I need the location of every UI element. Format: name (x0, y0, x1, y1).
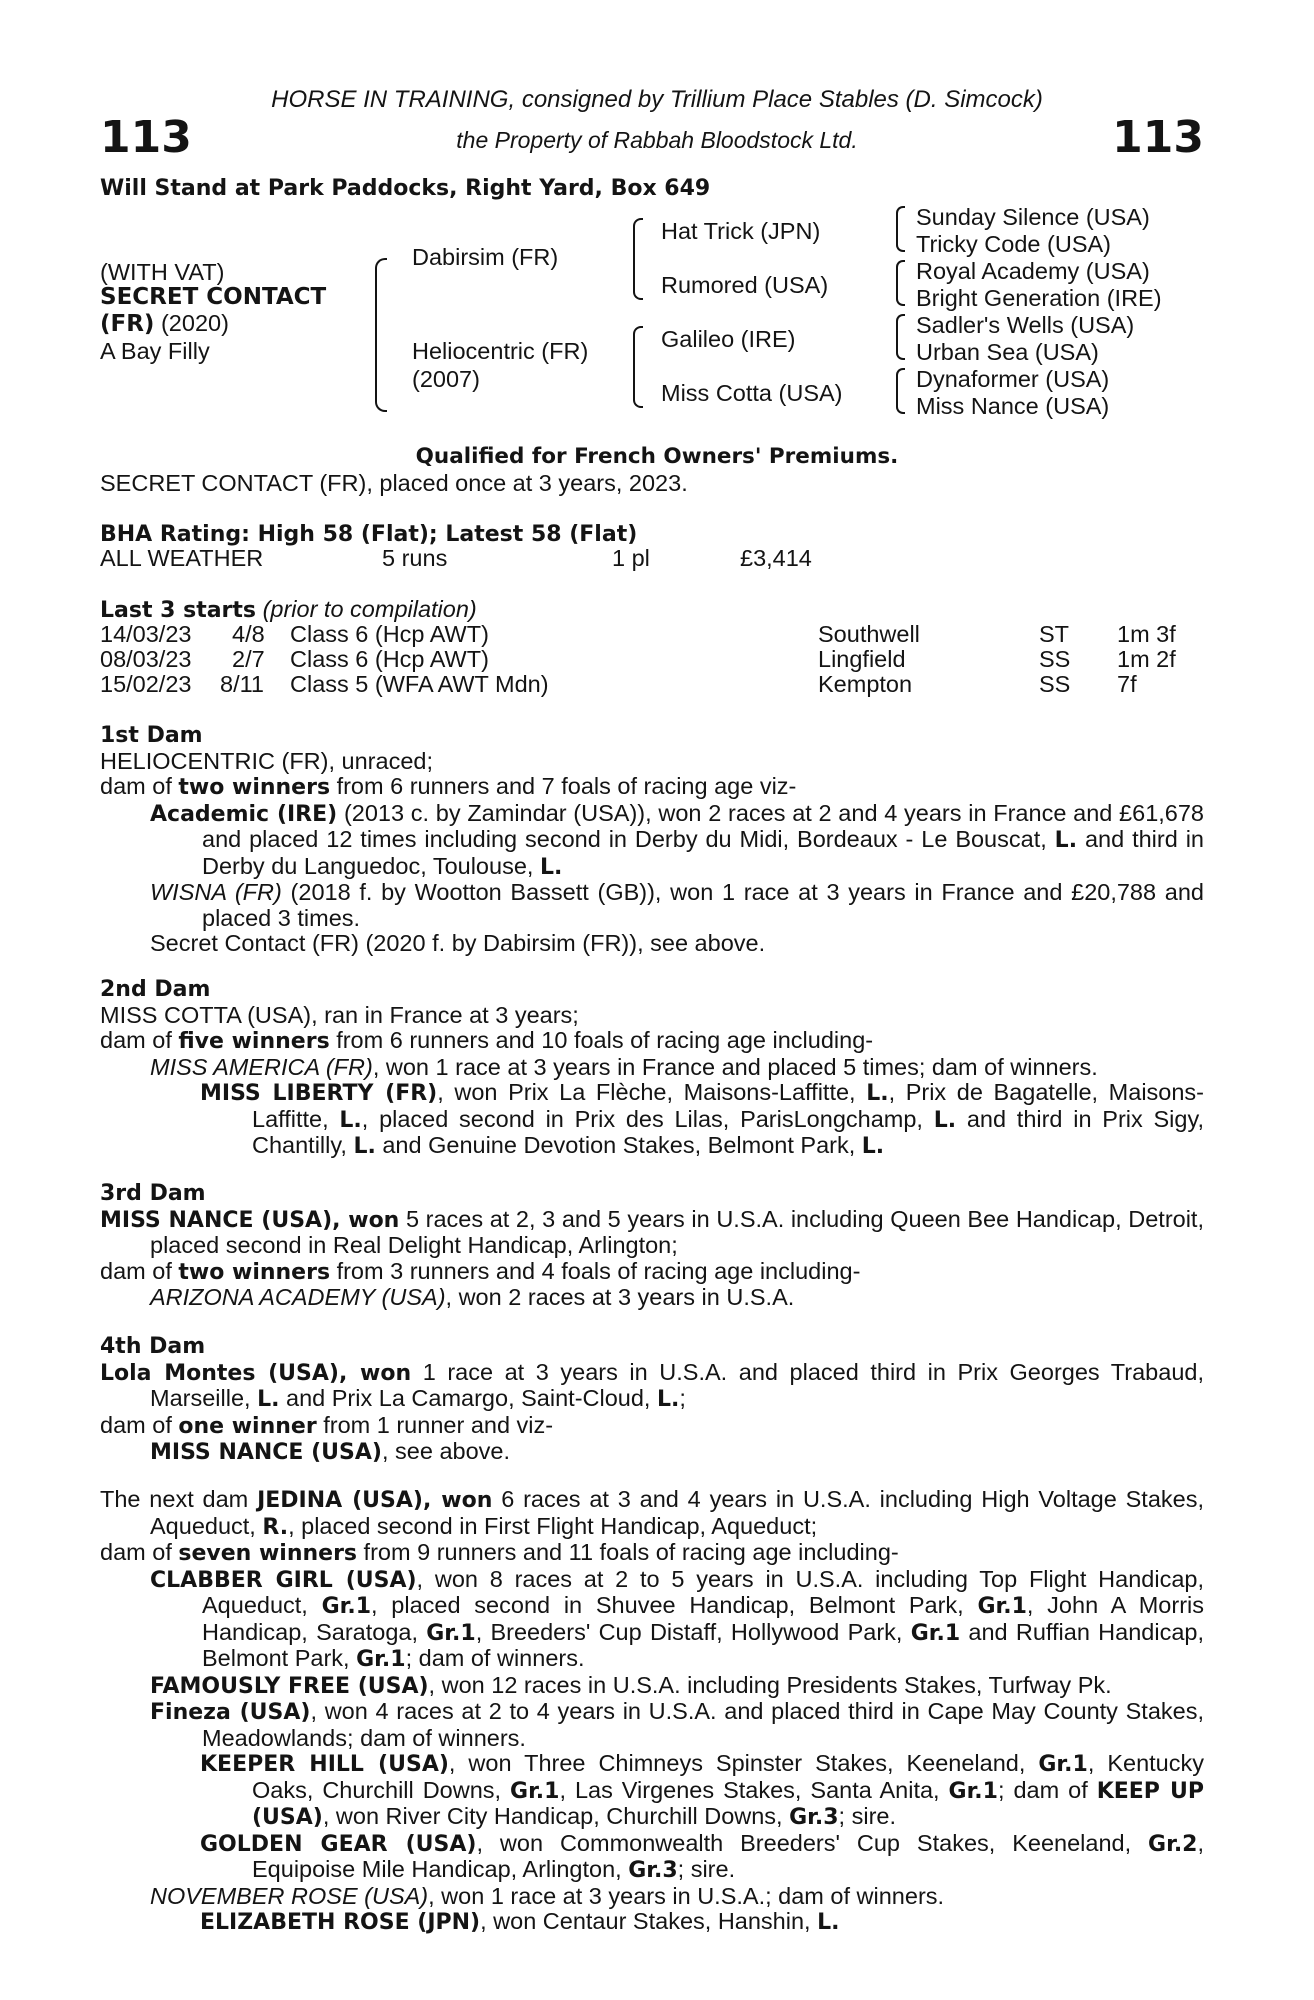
dam-produce-line: dam of two winners from 6 runners and 7 foals of racing age viz- (100, 773, 797, 800)
section-title: 2nd Dam (100, 977, 211, 1002)
start-going: SS (1039, 646, 1071, 672)
produce-golden-gear: GOLDEN GEAR (USA), won Commonwealth Breeders' Cup Stakes, Keeneland, Gr.2, Equipoise Mile Handicap, Arlington, Gr.3; sire. (200, 1829, 1205, 1883)
lot-number-right: 113 (1112, 112, 1204, 163)
start-going: SS (1039, 671, 1071, 697)
lot-number-left: 113 (100, 112, 192, 163)
produce-keeper-hill: KEEPER HILL (USA), won Three Chimneys Spinster Stakes, Keeneland, Gr.1, Kentucky Oaks, Churchill Downs, Gr.1, Las Virgenes Stakes, Santa Anita, Gr.1; dam of KEEP UP (USA), won River City Handicap, Churchill Downs, Gr.3; sire. (200, 1750, 1204, 1830)
dam-line: MISS COTTA (USA), ran in France at 3 years; (100, 1001, 579, 1028)
produce-elizabeth-rose: ELIZABETH ROSE (JPN), won Centaur Stakes, Hanshin, L. (200, 1908, 840, 1935)
rating-earnings: £3,414 (740, 545, 812, 571)
pedigree-dam-year: (2007) (412, 366, 480, 392)
fourth-dam-section (100, 1334, 1204, 1466)
start-course: Kempton (818, 671, 913, 697)
start-distance: 7f (1117, 671, 1137, 697)
start-date: 14/03/23 (100, 621, 192, 647)
third-dam-section (100, 1181, 1204, 1311)
rating-placed: 1 pl (612, 545, 650, 571)
pedigree-g3-4: Bright Generation (IRE) (916, 285, 1162, 311)
first-dam-section (100, 723, 1204, 957)
section-title: 1st Dam (100, 723, 203, 748)
horse-name: SECRET CONTACT (100, 284, 327, 310)
produce-november-rose: NOVEMBER ROSE (USA), won 1 race at 3 years in U.S.A.; dam of winners. (150, 1882, 945, 1909)
pedigree-sire: Dabirsim (FR) (412, 244, 559, 270)
dam-produce-line: dam of two winners from 3 runners and 4 foals of racing age including- (100, 1257, 861, 1285)
pedigree-g3-2: Tricky Code (USA) (916, 231, 1111, 257)
stand-location: Will Stand at Park Paddocks, Right Yard, Box 649 (100, 176, 711, 201)
start-position: 4/8 (232, 621, 265, 647)
pedigree-brace-sire (633, 218, 643, 300)
produce-secret-contact: Secret Contact (FR) (2020 f. by Dabirsim (FR)), see above. (150, 930, 766, 956)
dam-line: Lola Montes (USA), won 1 race at 3 years in U.S.A. and placed third in Prix Georges Trabaud, Marseille, L. and Prix La Camargo, Saint-Cloud, L.; (100, 1358, 1204, 1412)
produce-miss-nance: MISS NANCE (USA), see above. (150, 1438, 511, 1465)
vat-note: (WITH VAT) (100, 259, 225, 285)
start-going: ST (1039, 621, 1070, 647)
pedigree-brace-main (375, 258, 387, 412)
pedigree-sire-sire: Hat Trick (JPN) (661, 218, 821, 244)
property-line: the Property of Rabbah Bloodstock Ltd. (456, 127, 858, 153)
pedigree-g3-5: Sadler's Wells (USA) (916, 312, 1135, 338)
pedigree-g3-7: Dynaformer (USA) (916, 366, 1110, 392)
start-position: 2/7 (232, 646, 265, 672)
rating-surface: ALL WEATHER (100, 545, 264, 571)
dam-produce-line: dam of one winner from 1 runner and viz- (100, 1411, 554, 1439)
start-race: Class 6 (Hcp AWT) (290, 621, 489, 647)
start-race: Class 6 (Hcp AWT) (290, 646, 489, 672)
pedigree-brace-g3-2 (896, 260, 905, 306)
start-race: Class 5 (WFA AWT Mdn) (290, 671, 549, 697)
pedigree-dam-sire: Galileo (IRE) (661, 326, 796, 352)
dam-produce-line: dam of seven winners from 9 runners and 11 foals of racing age including- (100, 1539, 899, 1566)
second-dam-section (100, 977, 1204, 1160)
start-date: 15/02/23 (100, 671, 192, 697)
pedigree-brace-dam (633, 326, 643, 408)
horse-description: A Bay Filly (100, 338, 210, 364)
pedigree-sire-dam: Rumored (USA) (661, 272, 829, 298)
dam-line: MISS NANCE (USA), won 5 races at 2, 3 and 5 years in U.S.A. including Queen Bee Handicap, Detroit, placed second in Real Delight Handicap, Arlington; (100, 1205, 1204, 1258)
pedigree-g3-8: Miss Nance (USA) (916, 393, 1110, 419)
section-title: 3rd Dam (100, 1181, 206, 1206)
start-position: 8/11 (220, 671, 264, 697)
section-title: 4th Dam (100, 1334, 206, 1359)
premiums-note: Qualified for French Owners' Premiums. (415, 444, 899, 469)
dam-line: The next dam JEDINA (USA), won 6 races at 3 and 4 years in U.S.A. including High Voltage Stakes, Aqueduct, R., placed second in First Flight Handicap, Aqueduct; (100, 1486, 1204, 1540)
produce-academic: Academic (IRE) (2013 c. by Zamindar (USA)), won 2 races at 2 and 4 years in France and £61,678 and placed 12 times including second in Derby du Midi, Bordeaux - Le Bouscat, L. and third in Derby du Languedoc, Toulouse, L. (150, 799, 1205, 880)
pedigree-g3-1: Sunday Silence (USA) (916, 204, 1150, 230)
produce-famously-free: FAMOUSLY FREE (USA), won 12 races in U.S.A. including Presidents Stakes, Turfway Pk. (150, 1671, 1112, 1699)
race-summary: SECRET CONTACT (FR), placed once at 3 years, 2023. (100, 470, 688, 496)
start-date: 08/03/23 (100, 646, 192, 672)
pedigree-dam: Heliocentric (FR) (412, 338, 589, 364)
produce-miss-liberty: MISS LIBERTY (FR), won Prix La Flèche, Maisons-Laffitte, L., Prix de Bagatelle, Maisons-Laffitte, L., placed second in Prix des Lilas, ParisLongchamp, L. and third in Prix Sigy, Chantilly, L. and Genuine Devotion Stakes, Belmont Park, L. (200, 1079, 1205, 1159)
pedigree-g3-3: Royal Academy (USA) (916, 258, 1150, 284)
pedigree-dam-dam: Miss Cotta (USA) (661, 380, 843, 406)
rating-runs: 5 runs (382, 545, 448, 571)
start-distance: 1m 2f (1117, 646, 1176, 672)
pedigree-brace-g3-3 (896, 314, 905, 360)
produce-clabber-girl: CLABBER GIRL (USA), won 8 races at 2 to 5 years in U.S.A. including Top Flight Handicap, Aqueduct, Gr.1, placed second in Shuvee Handicap, Belmont Park, Gr.1, John A Morris Handicap, Saratoga, Gr.1, Breeders' Cup Distaff, Hollywood Park, Gr.1 and Ruffian Handicap, Belmont Park, Gr.1; dam of winners. (150, 1565, 1204, 1672)
pedigree-brace-g3-1 (896, 206, 905, 252)
produce-wisna: WISNA (FR) (2018 f. by Wootton Bassett (GB)), won 1 race at 3 years in France and £20,788 and placed 3 times. (150, 879, 1204, 931)
start-course: Lingfield (818, 646, 906, 672)
produce-miss-america: MISS AMERICA (FR), won 1 race at 3 years in France and placed 5 times; dam of winners. (150, 1053, 1098, 1080)
produce-fineza: Fineza (USA), won 4 races at 2 to 4 years in U.S.A. and placed third in Cape May County Stakes, Meadowlands; dam of winners. (150, 1698, 1204, 1751)
dam-produce-line: dam of five winners from 6 runners and 10 foals of racing age including- (100, 1027, 874, 1054)
start-distance: 1m 3f (1117, 621, 1176, 647)
start-course: Southwell (818, 621, 920, 647)
dam-line: HELIOCENTRIC (FR), unraced; (100, 747, 433, 774)
produce-arizona-academy: ARIZONA ACADEMY (USA), won 2 races at 3 years in U.S.A. (150, 1284, 795, 1310)
bha-rating: BHA Rating: High 58 (Flat); Latest 58 (Flat) (100, 522, 638, 547)
pedigree-g3-6: Urban Sea (USA) (916, 339, 1099, 365)
horse-origin: (FR) (2020) (100, 310, 229, 337)
last-starts-heading: Last 3 starts (prior to compilation) (100, 596, 477, 623)
pedigree-brace-g3-4 (896, 368, 905, 414)
consignor-line: HORSE IN TRAINING, consigned by Trillium Place Stables (D. Simcock) (271, 86, 1043, 113)
next-dam-section (100, 1487, 1204, 1936)
